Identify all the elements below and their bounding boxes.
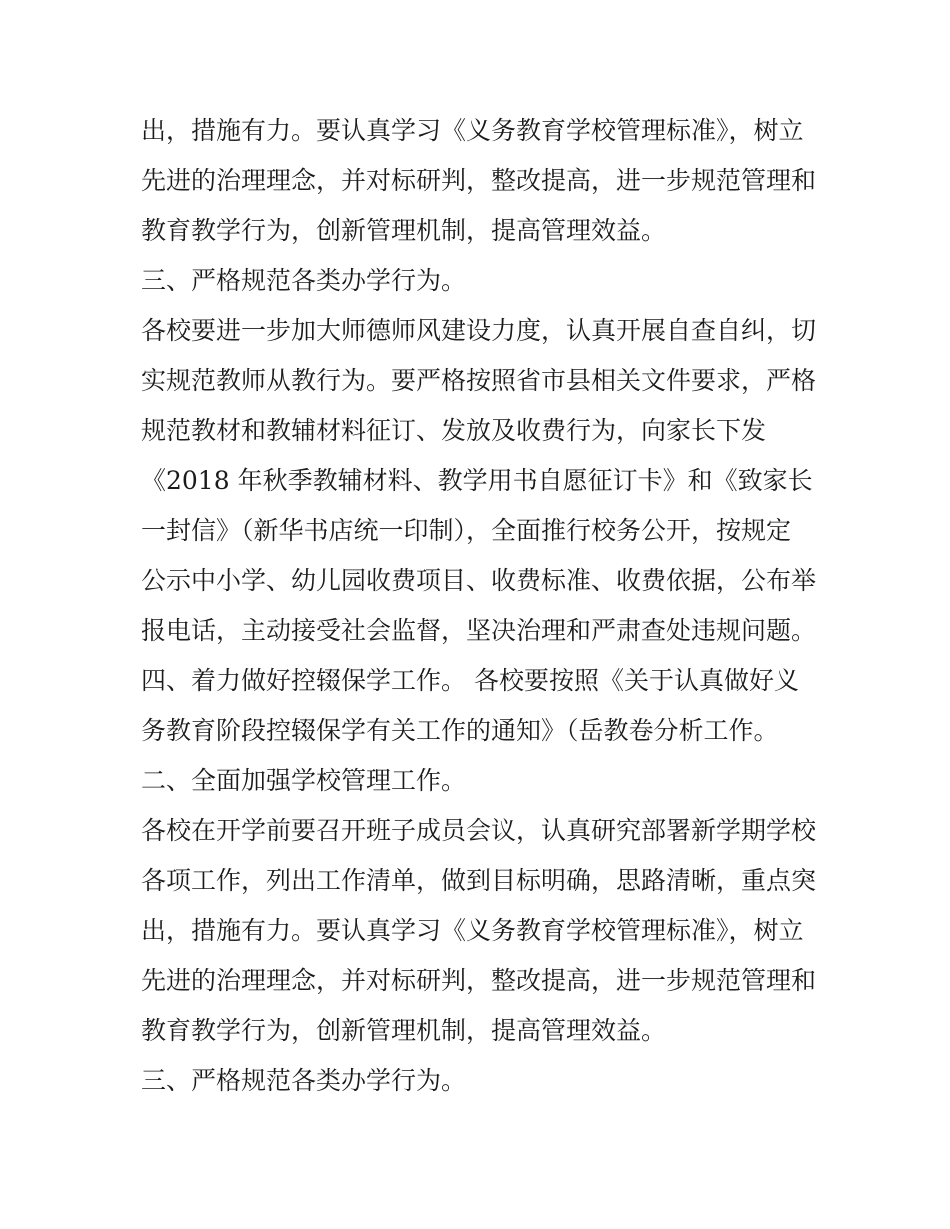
- text-line-17: 出，措施有力。要认真学习《义务教育学校管理标准》，树立: [141, 916, 804, 945]
- text-line-19: 教育教学行为，创新管理机制，提高管理效益。: [141, 1016, 667, 1045]
- text-line-5: 各校要进一步加大师德师风建设力度，认真开展自查自纠，切: [141, 316, 817, 345]
- text-line-11: 报电话，主动接受社会监督，坚决治理和严肃查处违规问题。: [141, 616, 817, 645]
- section-heading: 二、全面加强学校管理工作。: [141, 766, 467, 795]
- text-line-13: 务教育阶段控辍保学有关工作的通知》（岳教卷分析工作。: [141, 716, 779, 745]
- text-line-10: 公示中小学、幼儿园收费项目、收费标准、收费依据，公布举: [141, 566, 817, 595]
- section-heading: 四、着力做好控辍保学工作。 各校要按照《关于认真做好义: [141, 666, 799, 695]
- section-heading: 三、严格规范各类办学行为。: [141, 266, 467, 295]
- text-line-8: 《2018 年秋季教辅材料、教学用书自愿征订卡》和《致家长: [141, 466, 813, 495]
- text-line-15: 各校在开学前要召开班子成员会议，认真研究部署新学期学校: [141, 816, 817, 845]
- text-line-2: 先进的治理理念，并对标研判，整改提高，进一步规范管理和: [141, 166, 817, 195]
- section-heading: 三、严格规范各类办学行为。: [141, 1066, 467, 1095]
- text-line-7: 规范教材和教辅材料征订、发放及收费行为，向家长下发: [141, 416, 767, 445]
- text-line-16: 各项工作，列出工作清单，做到目标明确，思路清晰，重点突: [141, 866, 817, 895]
- document-body: [141, 106, 841, 1106]
- text-line-6: 实规范教师从教行为。要严格按照省市县相关文件要求，严格: [141, 366, 817, 395]
- text-line-18: 先进的治理理念，并对标研判，整改提高，进一步规范管理和: [141, 966, 817, 995]
- text-line-1: 出，措施有力。要认真学习《义务教育学校管理标准》，树立: [141, 116, 804, 145]
- text-line-3: 教育教学行为，创新管理机制，提高管理效益。: [141, 216, 667, 245]
- text-line-9: 一封信》（新华书店统一印制），全面推行校务公开，按规定: [141, 516, 792, 545]
